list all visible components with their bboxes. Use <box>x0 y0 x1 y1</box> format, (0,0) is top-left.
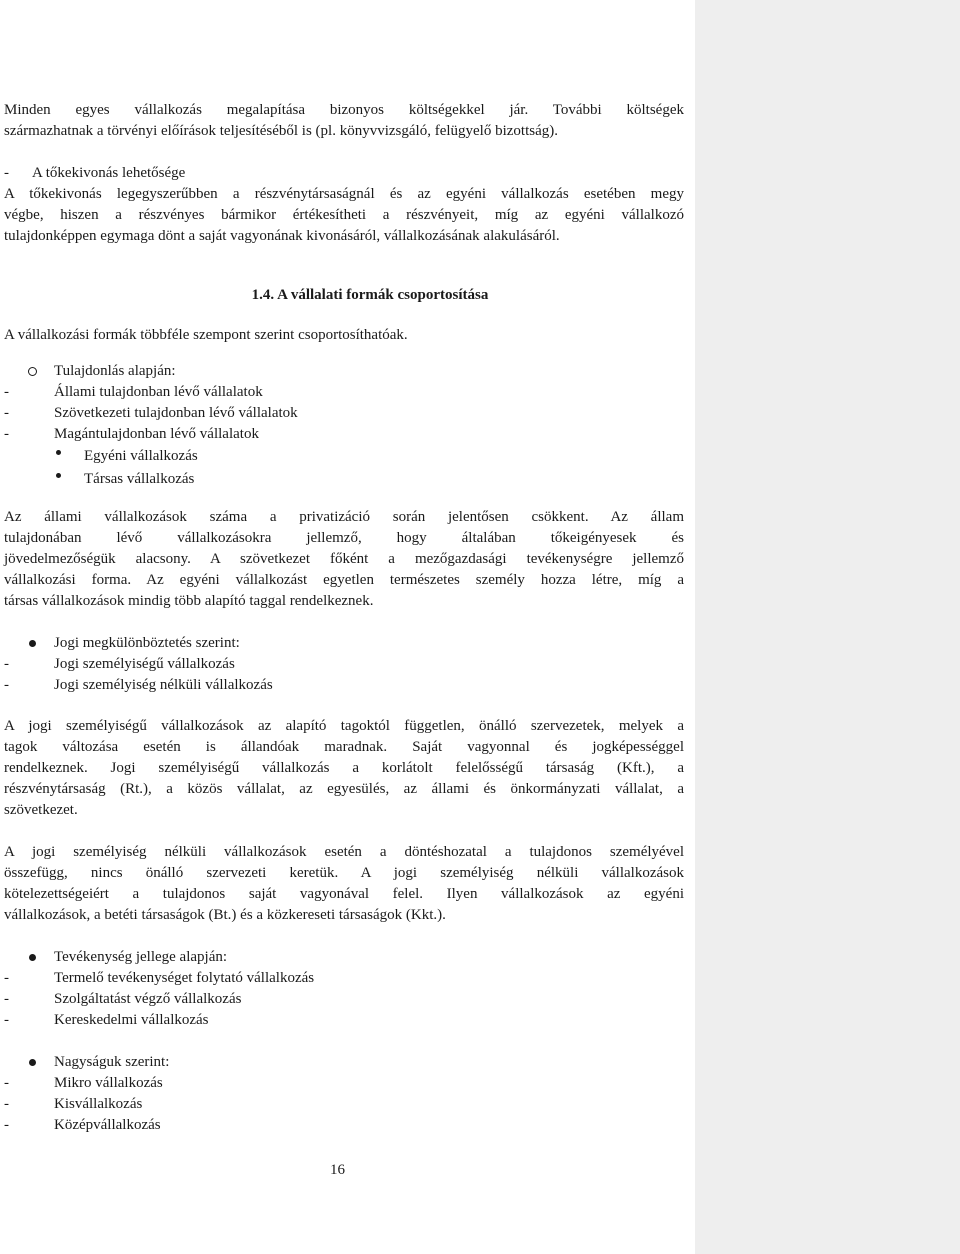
paragraph-line: rendelkeznek. Jogi személyiségű vállalkozás a korlátolt felelősségű társaság (Kft.), a <box>4 760 684 776</box>
bullet-dot-icon <box>56 450 61 455</box>
paragraph-line: tulajdonában lévő vállalkozásokra jellemző, hogy általában tőkeigényesek és <box>4 530 684 546</box>
paragraph-line: kötelezettségeiért a tulajdonos saját vagyonával felel. Ilyen vállalkozások az egyéni <box>4 886 684 902</box>
list-item-label: Állami tulajdonban lévő vállalatok <box>54 384 263 400</box>
list-item-label: Termelő tevékenységet folytató vállalkozás <box>54 970 315 986</box>
list-heading-label: Jogi megkülönböztetés szerint: <box>54 635 240 651</box>
paragraph-line: A jogi személyiségű vállalkozások az alapító tagoktól független, önálló szervezetek, melyek a <box>4 718 684 734</box>
jogi-paragraph-1 <box>4 716 684 821</box>
sub-list-item-label: Társas vállalkozás <box>84 471 195 487</box>
intro-paragraph <box>4 100 684 142</box>
list-item-label: Szövetkezeti tulajdonban lévő vállalatok <box>54 405 298 421</box>
list-item-label: Jogi személyiségű vállalkozás <box>54 656 235 672</box>
list-item <box>4 1073 684 1094</box>
dash-marker: - <box>4 426 9 442</box>
comment-margin-bar <box>695 0 960 1254</box>
dash-marker: - <box>4 1117 9 1133</box>
sub-list-item <box>4 445 684 468</box>
jogi-paragraph-2 <box>4 842 684 926</box>
list-item <box>4 424 684 445</box>
dash-marker: - <box>4 1096 9 1112</box>
list-heading-label: Nagyságuk szerint: <box>54 1054 170 1070</box>
paragraph-line: társas vállalkozások mindig több alapító taggal rendelkeznek. <box>4 593 374 609</box>
bullet-icon <box>29 640 36 647</box>
sub-list-item-label: Egyéni vállalkozás <box>84 448 198 464</box>
list-heading-tulajdonlas <box>4 361 684 382</box>
list-item <box>4 654 684 675</box>
list-item <box>4 1115 684 1136</box>
paragraph-line: összefügg, nincs önálló szervezeti keretük. A jogi személyiség nélküli vállalkozások <box>4 865 684 881</box>
list-item-label: Szolgáltatást végző vállalkozás <box>54 991 242 1007</box>
page-number: 16 <box>330 1162 345 1178</box>
paragraph-line: tagok változása esetén is állandóak maradnak. Saját vagyonnal és jogképességgel <box>4 739 684 755</box>
list-item <box>4 382 684 403</box>
dash-marker: - <box>4 405 9 421</box>
bullet-icon <box>29 1059 36 1066</box>
list-item <box>4 1094 684 1115</box>
paragraph-line: szövetkezet. <box>4 802 78 818</box>
list-heading-nagysag <box>4 1052 684 1073</box>
paragraph-line: végbe, hiszen a részvényes bármikor értékesítheti a részvényeit, míg az egyéni vállalkozó <box>4 207 684 223</box>
bullet-dot-icon <box>56 473 61 478</box>
dash-marker: - <box>4 1012 9 1028</box>
dash-marker: - <box>4 991 9 1007</box>
list-item <box>4 675 684 696</box>
dash-marker: - <box>4 1075 9 1091</box>
list-item <box>4 989 684 1010</box>
list-item-label: Mikro vállalkozás <box>54 1075 163 1091</box>
list-item <box>4 968 684 989</box>
list-heading-label: Tevékenység jellege alapján: <box>54 949 228 965</box>
section-intro: A vállalkozási formák többféle szempont szerint csoportosíthatóak. <box>4 327 408 343</box>
dash-marker: - <box>4 165 9 181</box>
dash-marker: - <box>4 677 9 693</box>
tulajdonlas-paragraph <box>4 507 684 612</box>
paragraph-line: A tőkekivonás legegyszerűbben a részvénytársaságnál és az egyéni vállalkozás esetében megy <box>4 186 684 202</box>
paragraph-line: tulajdonképpen egymaga dönt a saját vagyonának kivonásáról, vállalkozásának alakulásáról. <box>4 228 560 244</box>
list-heading-tevekenyseg <box>4 947 684 968</box>
paragraph-line: vállalkozási forma. Az egyéni vállalkozást egyetlen természetes személy hozza létre, míg a <box>4 572 684 588</box>
paragraph-line: vállalkozások, a betéti társaságok (Bt.) és a közkereseti társaságok (Kkt.). <box>4 907 446 923</box>
paragraph-line: részvénytársaság (Rt.), a közös vállalat, az egyesülés, az állami és önkormányzati vállalat, a <box>4 781 684 797</box>
sub-list-item <box>4 468 684 491</box>
dash-marker: - <box>4 970 9 986</box>
dash-marker: - <box>4 656 9 672</box>
list-item-label: Jogi személyiség nélküli vállalkozás <box>54 677 273 693</box>
list-item-label: Magántulajdonban lévő vállalatok <box>54 426 259 442</box>
document-page <box>4 100 684 1136</box>
tokekivonas-paragraph <box>4 184 684 247</box>
section-heading: 1.4. A vállalati formák csoportosítása <box>251 287 489 303</box>
intro-line: származhatnak a törvényi előírások teljesítéséből is (pl. könyvvizsgáló, felügyelő bizottság). <box>4 123 559 139</box>
paragraph-line: A jogi személyiség nélküli vállalkozások esetén a döntéshozatal a tulajdonos személyével <box>4 844 684 860</box>
list-heading-jogi <box>4 633 684 654</box>
intro-line: Minden egyes vállalkozás megalapítása bizonyos költségekkel jár. További költségek <box>4 102 684 118</box>
list-item <box>4 1010 684 1031</box>
tokekivonas-title-row <box>4 163 684 184</box>
list-item-label: Kisvállalkozás <box>54 1096 143 1112</box>
paragraph-line: Az állami vállalkozások száma a privatizáció során jelentősen csökkent. Az állam <box>4 509 684 525</box>
paragraph-line: jövedelmezőségük alacsony. A szövetkezet főként a mezőgazdasági tevékenységre jellemző <box>4 551 684 567</box>
bullet-icon <box>29 954 36 961</box>
tokekivonas-title: A tőkekivonás lehetősége <box>32 165 186 181</box>
bullet-icon <box>28 367 37 376</box>
list-item-label: Kereskedelmi vállalkozás <box>54 1012 209 1028</box>
list-item-label: Középvállalkozás <box>54 1117 161 1133</box>
list-item <box>4 403 684 424</box>
dash-marker: - <box>4 384 9 400</box>
list-heading-label: Tulajdonlás alapján: <box>54 363 176 379</box>
